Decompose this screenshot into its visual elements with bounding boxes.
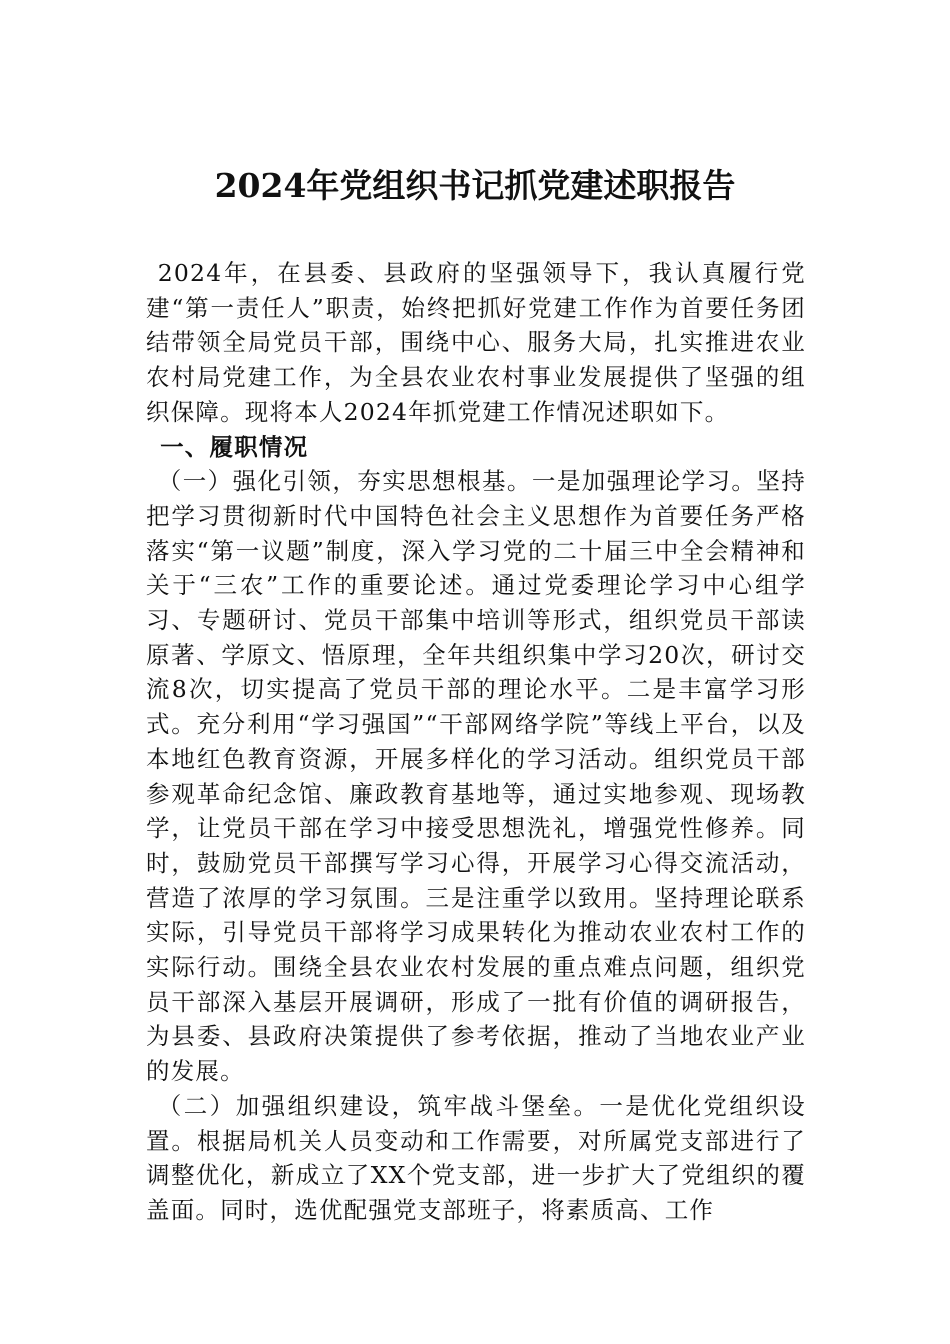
document-body — [146, 256, 806, 1228]
paragraph-ideological-foundation: （一）强化引领，夯实思想根基。一是加强理论学习。坚持把学习贯彻新时代中国特色社会主义思想作为首要任务严格落实“第一议题”制度，深入学习党的二十届三中全会精神和关于“三农”工作的重要论述。通过党委理论学习中心组学习、专题研讨、党员干部集中培训等形式，组织党员干部读原著、学原文、悟原理，全年共组织集中学习20次，研讨交流8次，切实提高了党员干部的理论水平。二是丰富学习形式。充分利用“学习强国”“干部网络学院”等线上平台，以及本地红色教育资源，开展多样化的学习活动。组织党员干部参观革命纪念馆、廉政教育基地等，通过实地参观、现场教学，让党员干部在学习中接受思想洗礼，增强党性修养。同时，鼓励党员干部撰写学习心得，开展学习心得交流活动，营造了浓厚的学习氛围。三是注重学以致用。坚持理论联系实际，引导党员干部将学习成果转化为推动农业农村工作的实际行动。围绕全县农业农村发展的重点难点问题，组织党员干部深入基层开展调研，形成了一批有价值的调研报告，为县委、县政府决策提供了参考依据，推动了当地农业产业的发展。 — [146, 467, 806, 1086]
section-heading-performance: 一、履职情况 — [160, 432, 309, 461]
intro-paragraph: 2024年，在县委、县政府的坚强领导下，我认真履行党建“第一责任人”职责，始终把抓好党建工作作为首要任务团结带领全局党员干部，围绕中心、服务大局，扎实推进农业农村局党建工作，为全县农业农村事业发展提供了坚强的组织保障。现将本人2024年抓党建工作情况述职如下。 — [146, 259, 806, 426]
paragraph-organization-building: （二）加强组织建设，筑牢战斗堡垒。一是优化党组织设置。根据局机关人员变动和工作需要，对所属党支部进行了调整优化，新成立了XX个党支部，进一步扩大了党组织的覆盖面。同时，选优配强党支部班子，将素质高、工作 — [146, 1091, 806, 1224]
document-title: 2024年党组织书记抓党建述职报告 — [214, 166, 736, 205]
